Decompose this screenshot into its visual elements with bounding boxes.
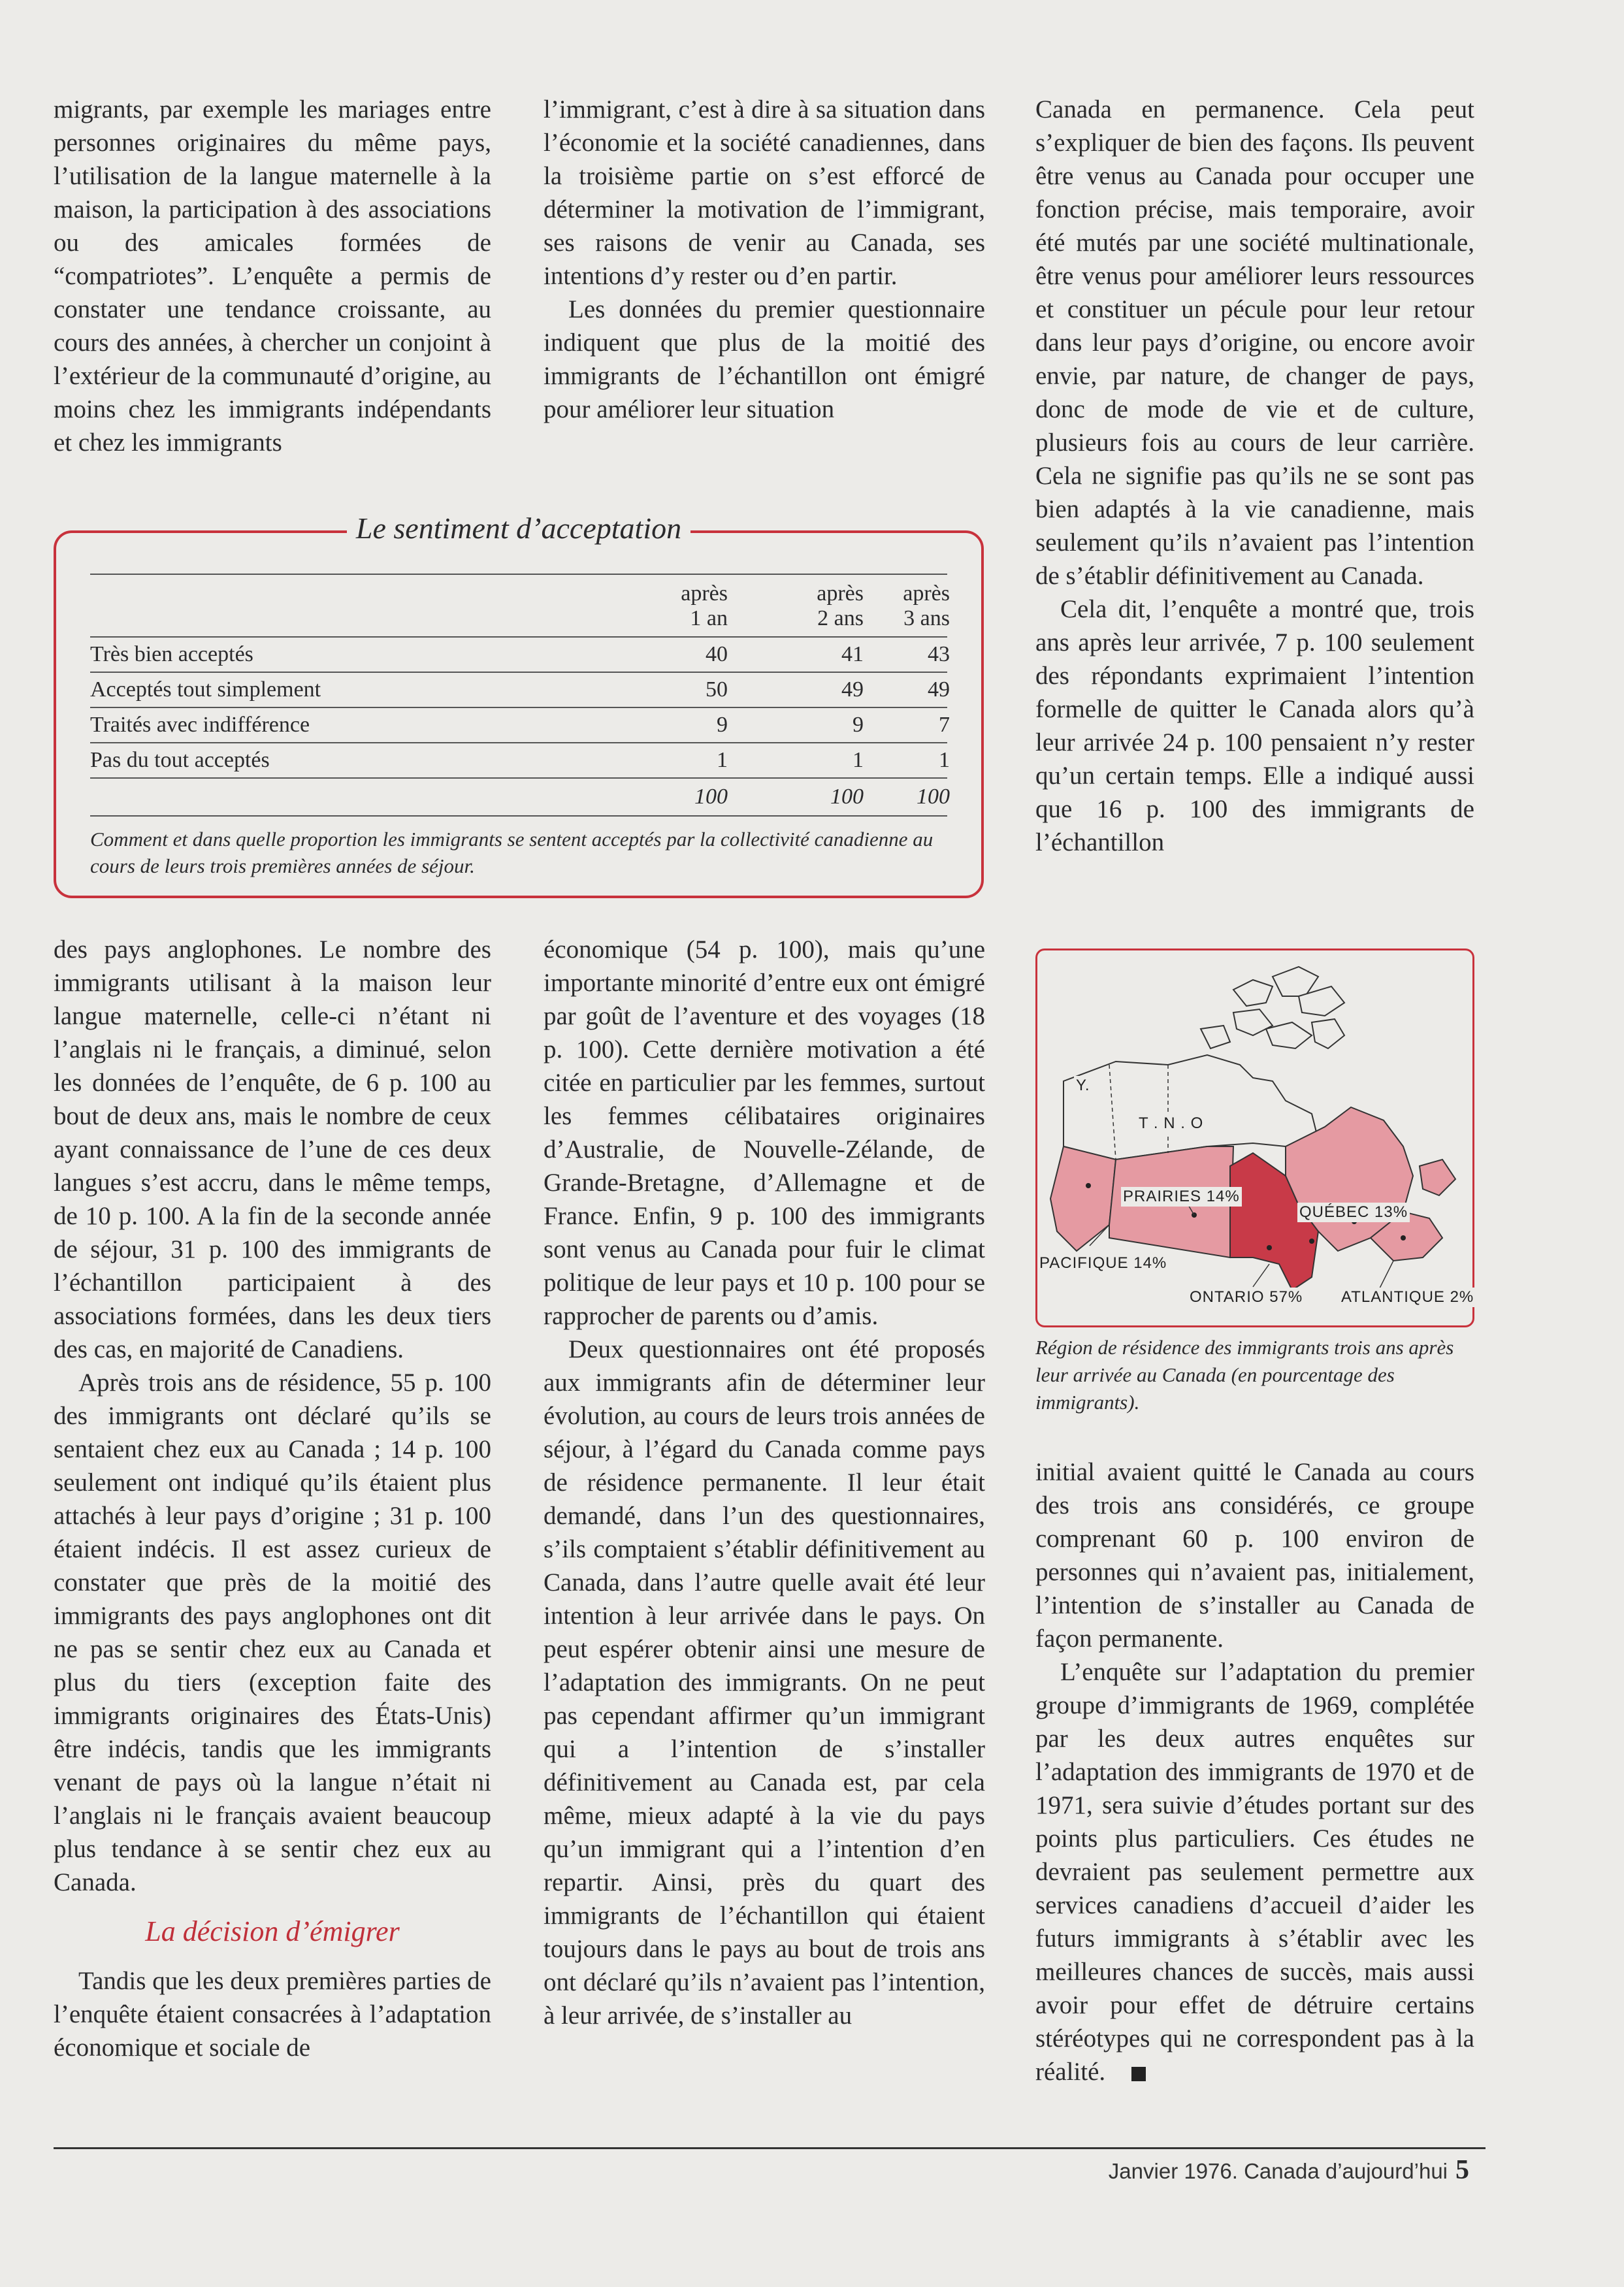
map-label-pacifique: PACIFIQUE 14%	[1037, 1254, 1169, 1273]
row-label: Très bien acceptés	[90, 642, 253, 666]
table-cell: 1	[717, 748, 728, 772]
row-label: Traités avec indifférence	[90, 713, 310, 737]
table-cell: 9	[853, 713, 864, 737]
column-1-top	[54, 93, 491, 459]
table-rule	[90, 777, 947, 779]
column-2-top	[544, 93, 985, 426]
paragraph: l’immigrant, c’est à dire à sa situation dans l’économie et la société canadiennes, dans la troisième partie on s’est efforcé de déterminer la motivation de l’immigrant, ses raisons de venir au Canada, ses intentions d’y rester ou d’en partir.	[544, 95, 985, 290]
footer-text: Janvier 1976. Canada d’aujourd’hui	[1108, 2159, 1448, 2183]
table-cell: 9	[717, 713, 728, 737]
paragraph: Tandis que les deux premières parties de l’enquête étaient consacrées à l’adaptation économique et sociale de	[54, 1967, 491, 2062]
paragraph: Après trois ans de résidence, 55 p. 100 des immigrants ont déclaré qu’ils se sentaient chez eux au Canada ; 14 p. 100 seulement ont indiqué qu’ils étaient plus attachés à leur pays d’origine ; 31 p. 100 étaient indécis. Il est assez curieux de constater que près de la moitié des immigrants des pays anglophones ont dit ne pas se sentir chez eux au Canada et plus du tiers (exception faite des immigrants originaires des États-Unis) être indécis, tandis que les immigrants venant de pays où la langue n’était ni l’anglais ni le français avaient beaucoup plus tendance à se sentir chez eux au Canada.	[54, 1369, 491, 1896]
map-label-atlantique: ATLANTIQUE 2%	[1339, 1288, 1476, 1307]
table-rule	[90, 815, 947, 817]
column-header-3: après 3 ans	[903, 581, 950, 630]
paragraph: des pays anglophones. Le nombre des immigrants utilisant à la maison leur langue maternelle, celle-ci n’étant ni l’anglais ni le français, a diminué, selon les données de l’enquête, de 6 p. 100 au bout de deux ans, mais le nombre de ceux ayant connaissance de l’une de ces deux langues s’est accru, dans le même temps, de 10 p. 100. A la fin de la seconde année de séjour, 31 p. 100 des immigrants de l’échantillon participaient à des associations formées, dans les deux tiers des cas, en majorité de Canadiens.	[54, 935, 491, 1363]
column-header-2: après 2 ans	[817, 581, 864, 630]
table-rule	[90, 707, 947, 708]
table-total: 100	[830, 785, 864, 809]
map-label-yukon: Y.	[1074, 1076, 1092, 1095]
column-3-bottom	[1035, 1455, 1474, 2088]
paragraph: Deux questionnaires ont été proposés aux immigrants afin de déterminer leur évolution, au cours de leurs trois années de séjour, à l’égard du Canada comme pays de résidence permanente. Il leur était demandé, dans l’un des questionnaires, s’ils comptaient s’établir définitivement au Canada, dans l’autre quelle avait été leur intention à leur arrivée dans le pays. On peut espérer obtenir ainsi une mesure de l’adaptation des immigrants. On ne peut pas cependant affirmer qu’un immigrant qui a l’intention de s’installer définitivement au Canada est, par cela même, mieux adapté à la vie du pays qu’un immigrant qui a l’intention d’en repartir. Ainsi, près du quart des immigrants de l’échantillon qui étaient toujours dans le pays au bout de trois ans ont déclaré qu’ils n’avaient pas l’intention, à leur arrivée, de s’installer au	[544, 1335, 985, 2030]
footer-rule	[54, 2147, 1486, 2149]
row-label: Acceptés tout simplement	[90, 677, 321, 702]
end-mark-icon	[1131, 2067, 1146, 2081]
page-number: 5	[1455, 2155, 1469, 2185]
table-cell: 41	[841, 642, 864, 666]
table-title: Le sentiment d’acceptation	[56, 511, 981, 545]
paragraph: Les données du premier questionnaire indiquent que plus de la moitié des immigrants de l’échantillon ont émigré pour améliorer leur situation	[544, 295, 985, 423]
paragraph: migrants, par exemple les mariages entre personnes originaires du même pays, l’utilisation de la langue maternelle à la maison, la participation à des associations ou des amicales formées de “compatriotes”. L’enquête a permis de constater une tendance croissante, au cours des années, à chercher un conjoint à l’extérieur de la communauté d’origine, au moins chez les immigrants indépendants et chez les immigrants	[54, 95, 491, 457]
row-label: Pas du tout acceptés	[90, 748, 270, 772]
table-rule	[90, 574, 947, 575]
table-cell: 1	[939, 748, 950, 772]
table-rule	[90, 636, 947, 638]
table-cell: 40	[706, 642, 728, 666]
column-1-bottom	[54, 933, 491, 2064]
acceptance-table-box	[54, 511, 984, 898]
paragraph: Canada en permanence. Cela peut s’expliquer de bien des façons. Ils peuvent être venus au Canada pour occuper une fonction précise, mais temporaire, avoir été mutés par une société multinationale, être venus pour améliorer leurs ressources et constituer un pécule pour leur retour dans leur pays d’origine, ou encore avoir envie, par nature, de changer de pays, donc de mode de vie et de culture, plusieurs fois au cours de leur carrière. Cela ne signifie pas qu’ils ne se sont pas bien adaptés à la vie canadienne, mais seulement qu’ils n’avaient pas l’intention de s’établir définitivement au Canada.	[1035, 95, 1474, 590]
table-cell: 50	[706, 677, 728, 702]
column-header-1: après 1 an	[681, 581, 728, 630]
paragraph: initial avaient quitté le Canada au cours des trois ans considérés, ce groupe comprenant 60 p. 100 environ de personnes qui n’avaient pas, initialement, l’intention de s’installer au Canada de façon permanente.	[1035, 1458, 1474, 1653]
paragraph: économique (54 p. 100), mais qu’une importante minorité d’entre eux ont émigré par goût de l’aventure et des voyages (18 p. 100). Cette dernière motivation a été citée en particulier par les femmes, surtout les femmes célibataires originaires d’Australie, de Nouvelle-Zélande, de Grande-Bretagne, d’Allemagne et de France. Enfin, 9 p. 100 des immigrants sont venus au Canada pour fuir le climat politique de leur pays et 10 p. 100 pour se rapprocher de parents ou d’amis.	[544, 935, 985, 1330]
table-total: 100	[917, 785, 950, 809]
map-label-tno: T . N . O	[1137, 1114, 1205, 1133]
table-cell: 43	[928, 642, 950, 666]
table-cell: 7	[939, 713, 950, 737]
paragraph: L’enquête sur l’adaptation du premier groupe d’immigrants de 1969, complétée par les deux autres enquêtes sur l’adaptation des immigrants de 1970 et de 1971, sera suivie d’études portant sur des points plus particuliers. Ces études ne devraient pas seulement permettre aux services canadiens d’accueil d’aider les futurs immigrants à s’établir avec les meilleures chances de succès, mais aussi avoir pour effet de détruire certains stéréotypes qui ne correspondent pas à la réalité.	[1035, 1658, 1474, 2086]
table-caption: Comment et dans quelle proportion les immigrants se sentent acceptés par la collectivité canadienne au cours de leurs trois premières années de séjour.	[90, 828, 934, 877]
table-cell: 1	[853, 748, 864, 772]
map-label-prairies: PRAIRIES 14%	[1121, 1187, 1242, 1207]
map-caption: Région de résidence des immigrants trois ans après leur arrivée au Canada (en pourcentage des immigrants).	[1035, 1336, 1454, 1414]
column-3-top	[1035, 93, 1474, 859]
paragraph: Cela dit, l’enquête a montré que, trois ans après leur arrivée, 7 p. 100 seulement des répondants exprimaient l’intention formelle de quitter le Canada alors qu’à leur arrivée 24 p. 100 pensaient n’y rester qu’un certain temps. Elle a indiqué aussi que 16 p. 100 des immigrants de l’échantillon	[1035, 595, 1474, 856]
map-label-quebec: QUÉBEC 13%	[1297, 1203, 1410, 1222]
map-label-ontario: ONTARIO 57%	[1188, 1288, 1305, 1307]
table-cell: 49	[928, 677, 950, 702]
table-rule	[90, 672, 947, 673]
section-subhead: La décision d’émigrer	[145, 1915, 400, 1947]
table-cell: 49	[841, 677, 864, 702]
table-total: 100	[694, 785, 728, 809]
table-rule	[90, 742, 947, 743]
canada-map-figure	[1035, 949, 1474, 1327]
column-2-bottom	[544, 933, 985, 2032]
